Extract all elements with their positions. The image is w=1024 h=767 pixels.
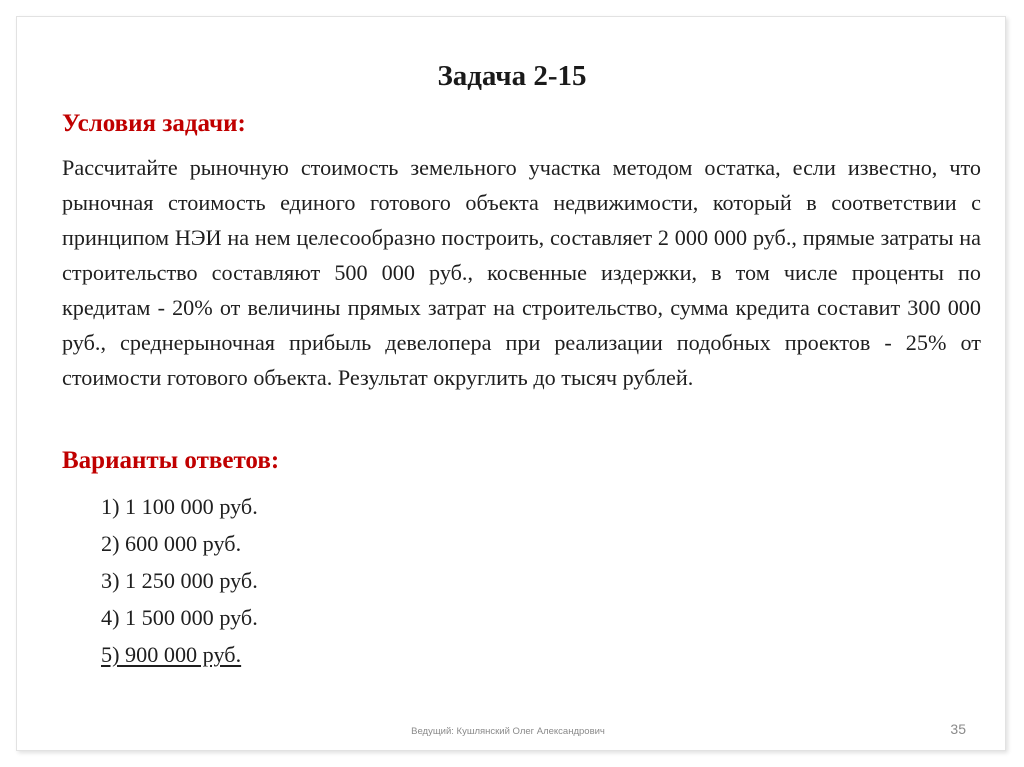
conditions-heading: Условия задачи: (62, 110, 246, 137)
answer-text: 5) 900 000 руб. (101, 642, 242, 667)
answer-text: 2) 600 000 руб. (101, 531, 242, 556)
answer-option-3 (101, 562, 258, 599)
answer-text: 3) 1 250 000 руб. (101, 568, 258, 593)
answer-option-5-correct (101, 636, 258, 673)
footer-presenter: Ведущий: Кушлянский Олег Александрович (411, 726, 605, 737)
answers-list (101, 488, 258, 673)
answers-heading: Варианты ответов: (62, 447, 280, 474)
problem-text: Рассчитайте рыночную стоимость земельного участка методом остатка, если известно, что рыночная стоимость единого готового объекта недвижимости, который в соответствии с принципом НЭИ на нем целесообразно построить, составляет 2 000 000 руб., прямые затраты на строительство составляют 500 000 руб., косвенные издержки, в том числе проценты по кредитам - 20% от величины прямых затрат на строительство, сумма кредита составит 300 000 руб., среднерыночная прибыль девелопера при реализации подобных проектов - 25% от стоимости готового объекта. Результат округлить до тысяч рублей. (62, 155, 981, 390)
page-number: 35 (950, 721, 966, 737)
answer-text: 4) 1 500 000 руб. (101, 605, 258, 630)
answer-option-4 (101, 599, 258, 636)
slide-title: Задача 2-15 (437, 60, 587, 92)
answer-option-2 (101, 525, 258, 562)
answer-text: 1) 1 100 000 руб. (101, 494, 258, 519)
answer-option-1 (101, 488, 258, 525)
